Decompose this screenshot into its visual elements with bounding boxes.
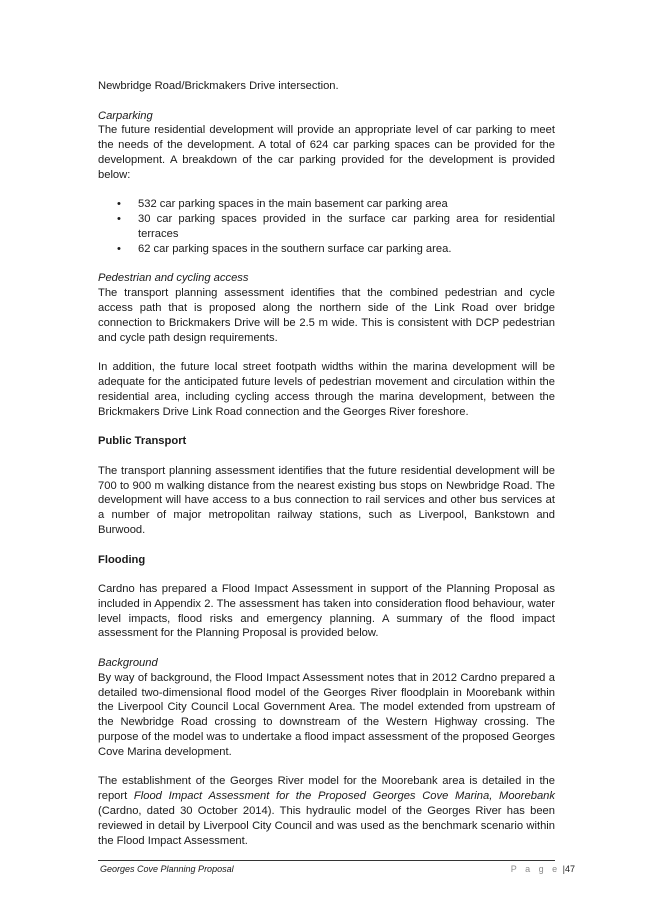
footer-document-title: Georges Cove Planning Proposal	[100, 864, 234, 874]
page-footer	[98, 860, 575, 877]
background-paragraph-2	[98, 774, 555, 848]
footer-page-label: P a g e	[510, 864, 561, 874]
pedestrian-paragraph-2: In addition, the future local street footpath widths within the marina development will be adequate for the anticipated future levels of pedestrian movement and circulation within the residential area, including cycling access through the marina development, between the Brickmakers Drive Link Road connection and the Georges River foreshore.	[98, 361, 555, 418]
list-item-text: 532 car parking spaces in the main basement car parking area	[138, 198, 448, 211]
public-transport-heading: Public Transport	[98, 435, 187, 448]
report-title: Flood Impact Assessment for the Proposed Georges Cove Marina, Moorebank	[133, 790, 555, 803]
carparking-bullet-list	[98, 197, 555, 256]
background-paragraph-1: By way of background, the Flood Impact Assessment notes that in 2012 Cardno prepared a detailed two-dimensional flood model of the Georges River floodplain in Moorebank within the Liverpool City Council Local Government Area. The model extended from upstream of the Newbridge Road crossing to downstream of the Western Highway crossing. The purpose of the model was to undertake a flood impact assessment of the proposed Georges Cove Marina development.	[98, 671, 555, 758]
bullet-icon: •	[117, 198, 121, 211]
background-paragraph-2-start: The establishment of the Georges River model for the Moorebank area is detailed in the report	[98, 775, 555, 803]
list-item	[98, 197, 555, 212]
footer-page-number: 47	[564, 864, 575, 874]
carparking-heading: Carparking	[98, 109, 153, 122]
intro-tail-paragraph: Newbridge Road/Brickmakers Drive intersection.	[98, 80, 339, 92]
list-item	[98, 212, 555, 242]
background-paragraph-2-end: (Cardno, dated 30 October 2014). This hydraulic model of the Georges River has been reviewed in detail by Liverpool City Council and was used as the benchmark scenario within the Flood Impact Assessment.	[98, 805, 555, 847]
background-heading: Background	[98, 657, 158, 670]
pedestrian-heading: Pedestrian and cycling access	[98, 272, 249, 285]
public-transport-paragraph: The transport planning assessment identifies that the future residential development will be 700 to 900 m walking distance from the nearest existing bus stops on Newbridge Road. The development will have access to a bus connection to rail services and other bus services at a number of major metropolitan railway stations, such as Liverpool, Bankstown and Burwood.	[98, 464, 555, 536]
bullet-icon: •	[117, 213, 121, 226]
footer-page-indicator	[511, 864, 575, 874]
list-item	[98, 242, 555, 257]
flooding-paragraph: Cardno has prepared a Flood Impact Assessment in support of the Planning Proposal as included in Appendix 2. The assessment has taken into consideration flood behaviour, water level impacts, flood risks and emergency planning. A summary of the flood impact assessment for the Planning Proposal is provided below.	[98, 583, 555, 640]
pedestrian-paragraph-1: The transport planning assessment identifies that the combined pedestrian and cycle access path that is proposed along the northern side of the Link Road over bridge connection to Brickmakers Drive will be 2.5 m wide. This is consistent with DCP pedestrian and cycle path design requirements.	[98, 287, 555, 344]
list-item-text: 62 car parking spaces in the southern surface car parking area.	[138, 242, 452, 255]
carparking-paragraph: The future residential development will provide an appropriate level of car parking to meet the needs of the development. A total of 624 car parking spaces can be provided for the development. A breakdown of the car parking provided for the development is provided below:	[98, 124, 555, 181]
list-item-text: 30 car parking spaces provided in the surface car parking area for residential terraces	[138, 213, 555, 240]
bullet-icon: •	[117, 242, 121, 255]
flooding-heading: Flooding	[98, 553, 146, 566]
document-body	[98, 79, 555, 848]
footer-separator: |	[562, 864, 565, 874]
